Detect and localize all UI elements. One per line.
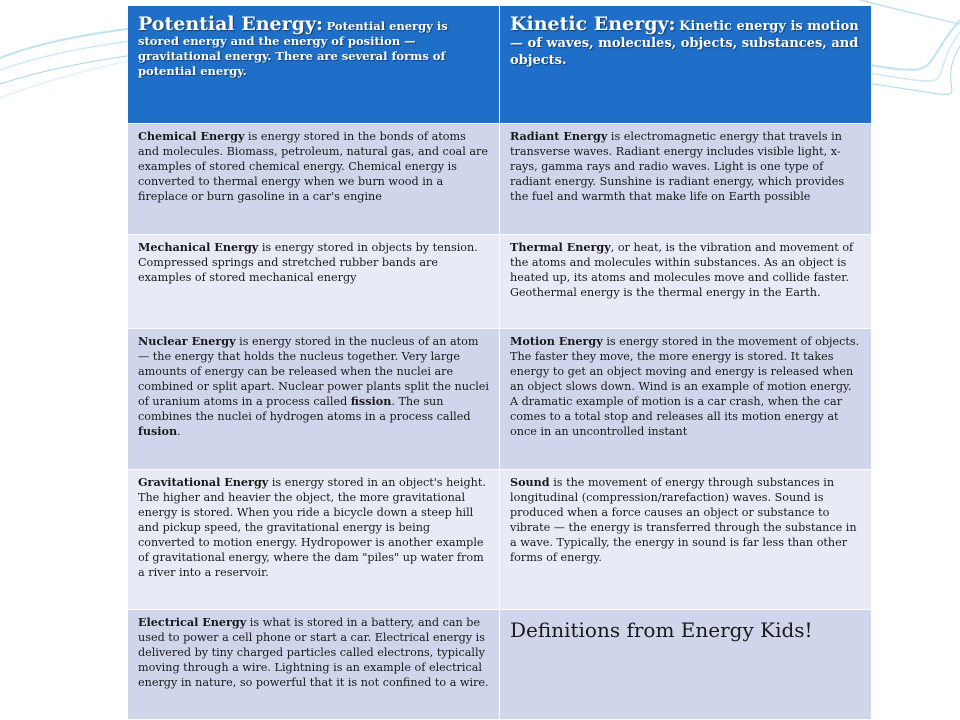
text-thermal: , or heat, is the vibration and movement of the atoms and molecules within substances. As an object is heated up, its atoms and molecules move and collide faster. Geothermal energy is the thermal energy in the Earth. <box>510 241 854 299</box>
cell-thermal-energy <box>500 235 872 329</box>
term-chemical: Chemical Energy <box>138 129 245 143</box>
term-nuclear: Nuclear Energy <box>138 334 236 348</box>
text-electrical: is what is stored in a battery, and can be used to power a cell phone or start a car. Electrical energy is delivered by tiny charged particles called electrons, typically moving through a wire. Lightning is an example of electrical energy in nature, so powerful that it is not confined to a wire. <box>138 616 489 689</box>
cell-chemical-energy <box>128 124 500 235</box>
cell-radiant-energy <box>500 124 872 235</box>
term-fission: fission <box>350 394 392 408</box>
cell-nuclear-energy <box>128 329 500 470</box>
text-chemical: is energy stored in the bonds of atoms and molecules. Biomass, petroleum, natural gas, and coal are examples of stored chemical energy. Chemical energy is converted to thermal energy when we burn wood in a fireplace or burn gasoline in a car's engine <box>138 130 489 203</box>
cell-sound-energy <box>500 470 872 610</box>
text-radiant: is electromagnetic energy that travels in transverse waves. Radiant energy includes visible light, x-rays, gamma rays and radio waves. Light is one type of radiant energy. Sunshine is radiant energy, which provides the fuel and warmth that make life on Earth possible <box>510 130 845 203</box>
text-sound: is the movement of energy through substances in longitudinal (compression/rarefaction) waves. Sound is produced when a force causes an object or substance to vibrate — the energy is transferred through the substance in a wave. Typically, the energy in sound is far less than other forms of energy. <box>510 476 857 564</box>
energy-table <box>128 6 872 720</box>
text-nuclear-3: . <box>177 425 181 438</box>
header-potential <box>128 6 500 124</box>
text-nuclear-2: . The sun combines the nuclei of hydrogen atoms in a process called <box>138 395 471 423</box>
potential-desc: Potential energy is stored energy and the energy of position — gravitational energy. There are several forms of potential energy. <box>138 19 448 78</box>
text-mechanical: is energy stored in objects by tension. Compressed springs and stretched rubber bands are examples of stored mechanical energy <box>138 241 478 284</box>
term-electrical: Electrical Energy <box>138 615 247 629</box>
kinetic-title: Kinetic Energy: <box>510 13 676 35</box>
term-motion: Motion Energy <box>510 334 603 348</box>
term-fusion: fusion <box>138 424 178 438</box>
term-radiant: Radiant Energy <box>510 129 608 143</box>
definitions-credit: Definitions from Energy Kids! <box>500 610 872 720</box>
cell-mechanical-energy <box>128 235 500 329</box>
potential-title: Potential Energy: <box>138 13 323 35</box>
term-gravitational: Gravitational Energy <box>138 475 269 489</box>
cell-electrical-energy <box>128 610 500 720</box>
term-thermal: Thermal Energy <box>510 240 611 254</box>
text-motion: is energy stored in the movement of objects. The faster they move, the more energy is stored. It takes energy to get an object moving and energy is released when an object slows down. Wind is an example of motion energy. A dramatic example of motion is a car crash, when the car comes to a total stop and releases all its motion energy at once in an uncontrolled instant <box>510 335 860 438</box>
cell-motion-energy <box>500 329 872 470</box>
text-gravitational: is energy stored in an object's height. The higher and heavier the object, the more gravitational energy is stored. When you ride a bicycle down a steep hill and pickup speed, the gravitational energy is being converted to motion energy. Hydropower is another example of gravitational energy, where the dam "piles" up water from a river into a reservoir. <box>138 476 486 579</box>
header-kinetic <box>500 6 872 124</box>
kinetic-desc: Kinetic energy is motion — of waves, molecules, objects, substances, and objects. <box>510 19 859 68</box>
term-mechanical: Mechanical Energy <box>138 240 259 254</box>
text-nuclear-1: is energy stored in the nucleus of an atom — the energy that holds the nucleus together. Very large amounts of energy can be released when the nuclei are combined or split apart. Nuclear power plants split the nuclei of uranium atoms in a process called <box>138 335 489 408</box>
cell-gravitational-energy <box>128 470 500 610</box>
term-sound: Sound <box>510 475 550 489</box>
